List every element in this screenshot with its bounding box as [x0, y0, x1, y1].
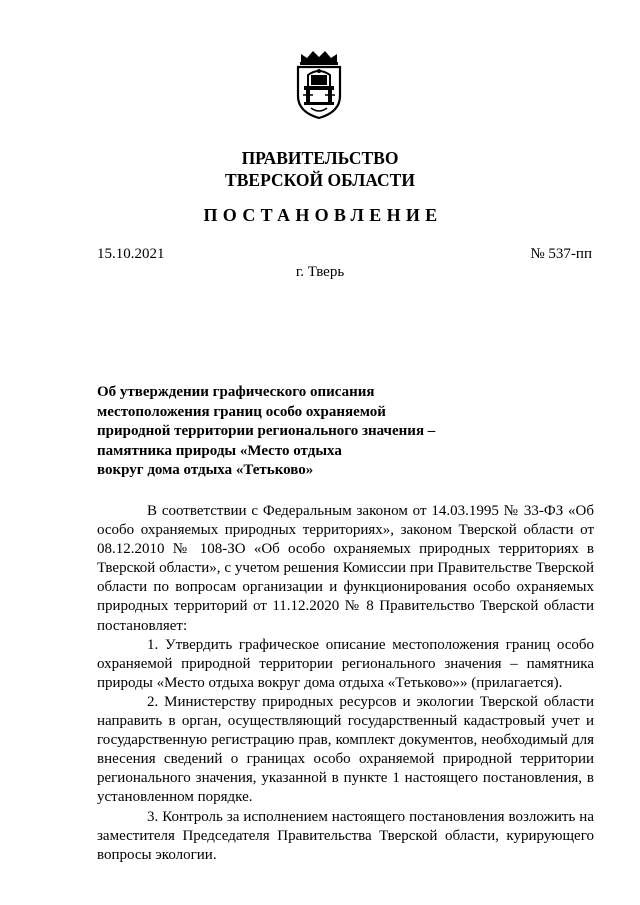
- subject-line: памятника природы «Место отдыха: [97, 442, 342, 459]
- subject-line: местоположения границ особо охраняемой: [97, 403, 386, 420]
- body-paragraph-item-2: 2. Министерству природных ресурсов и экологии Тверской области направить в орган, осуществляющий государственный кадастровый учет и государственную регистрацию прав, комплект документов, необходимый для внесения сведений о границах особо охраняемой природной территории регионального значения, указанной в пункте 1 настоящего постановления, в установленном порядке.: [97, 693, 594, 806]
- subject-line: вокруг дома отдыха «Тетьково»: [97, 462, 314, 478]
- body-paragraph-preamble: В соответствии с Федеральным законом от 14.03.1995 № 33-ФЗ «Об особо охраняемых природных территориях», законом Тверской области от 08.12.2010 № 108-ЗО «Об особо охраняемых природных территориях в Тверской области», с учетом решения Комиссии при Правительстве Тверской области по вопросам организации и функционирования особо охраняемых природных территорий от 11.12.2020 № 8 Правительство Тверской области постановляет:: [97, 503, 594, 634]
- document-body: [97, 502, 594, 865]
- document-subject: [97, 383, 497, 481]
- subject-line: природной территории регионального значения –: [97, 423, 436, 439]
- subject-line: Об утверждении графического описания: [97, 384, 375, 400]
- document-number: № 537-пп: [530, 246, 592, 262]
- org-name-line-1: ПРАВИТЕЛЬСТВО: [241, 148, 399, 168]
- tver-coat-of-arms-icon: [291, 48, 347, 120]
- document-type-title: ПОСТАНОВЛЕНИЕ: [203, 205, 443, 225]
- body-paragraph-item-3: 3. Контроль за исполнением настоящего постановления возложить на заместителя Председателя Правительства Тверской области, курирующего вопросы экологии.: [97, 808, 594, 863]
- document-date: 15.10.2021: [97, 246, 165, 262]
- document-city: г. Тверь: [295, 264, 345, 280]
- org-name-line-2: ТВЕРСКОЙ ОБЛАСТИ: [225, 170, 415, 190]
- body-paragraph-item-1: 1. Утвердить графическое описание местоположения границ особо охраняемой природной территории регионального значения – памятника природы «Место отдыха вокруг дома отдыха «Тетьково»» (прилагается).: [97, 636, 594, 691]
